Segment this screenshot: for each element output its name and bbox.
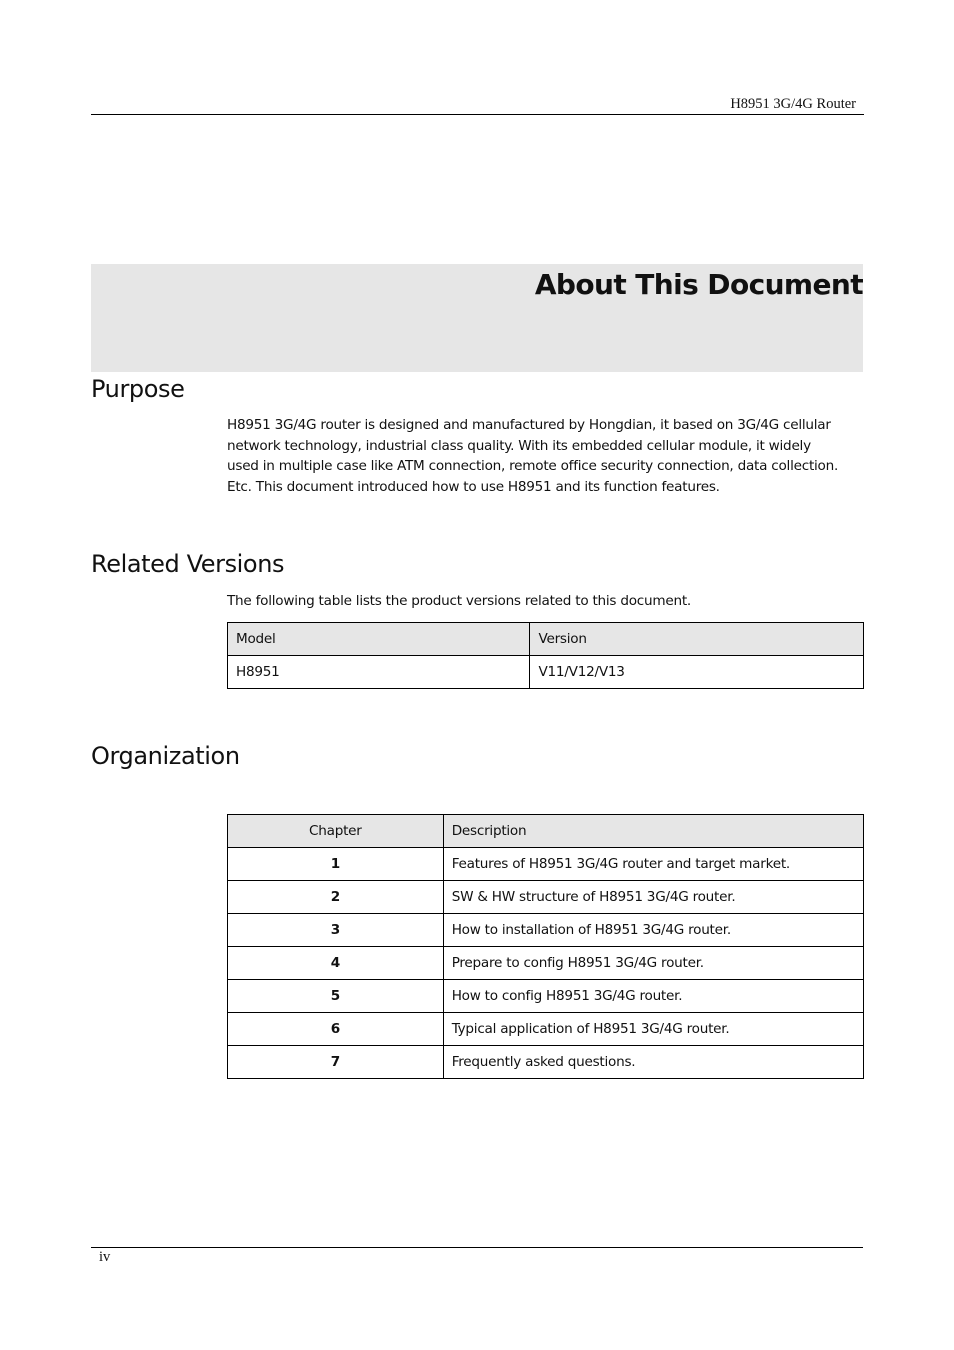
table-row: [228, 881, 864, 914]
chapter-number: 2: [228, 881, 444, 914]
column-header: Description: [443, 815, 863, 848]
purpose-line: H8951 3G/4G router is designed and manufactured by Hongdian, it based on 3G/4G cellular: [227, 417, 831, 433]
column-header: Model: [228, 623, 530, 656]
related-versions-intro: The following table lists the product versions related to this document.: [227, 593, 691, 609]
chapter-number: 4: [228, 947, 444, 980]
header-rule: [91, 114, 864, 115]
table-row: [228, 980, 864, 1013]
purpose-line: network technology, industrial class quality. With its embedded cellular module, it widely: [227, 437, 811, 454]
table-header-row: [228, 623, 864, 656]
table-cell: V11/V12/V13: [530, 656, 864, 689]
purpose-heading: Purpose: [91, 375, 185, 403]
column-header: Chapter: [228, 815, 444, 848]
table-row: [228, 1013, 864, 1046]
column-header: Version: [530, 623, 864, 656]
purpose-line: used in multiple case like ATM connection, remote office security connection, data collection.: [227, 458, 839, 475]
organization-heading: Organization: [91, 742, 240, 770]
title-band: [91, 264, 863, 372]
organization-table: [227, 814, 864, 1079]
chapter-description: Frequently asked questions.: [443, 1046, 863, 1079]
chapter-number: 7: [228, 1046, 444, 1079]
table-row: [228, 914, 864, 947]
chapter-description: SW & HW structure of H8951 3G/4G router.: [443, 881, 863, 914]
table-row: [228, 848, 864, 881]
document-title: About This Document: [534, 268, 863, 301]
chapter-number: 1: [228, 848, 444, 881]
chapter-description: Typical application of H8951 3G/4G router.: [443, 1013, 863, 1046]
purpose-line: Etc. This document introduced how to use H8951 and its function features.: [227, 479, 720, 496]
running-header: H8951 3G/4G Router: [730, 96, 856, 112]
table-row: [228, 656, 864, 689]
table-row: [228, 947, 864, 980]
purpose-paragraph: [227, 415, 838, 498]
chapter-number: 6: [228, 1013, 444, 1046]
chapter-number: 5: [228, 980, 444, 1013]
versions-table: [227, 622, 864, 689]
chapter-description: How to config H8951 3G/4G router.: [443, 980, 863, 1013]
table-header-row: [228, 815, 864, 848]
chapter-description: Features of H8951 3G/4G router and target market.: [443, 848, 863, 881]
chapter-description: Prepare to config H8951 3G/4G router.: [443, 947, 863, 980]
related-versions-heading: Related Versions: [91, 550, 285, 578]
table-cell: H8951: [228, 656, 530, 689]
chapter-description: How to installation of H8951 3G/4G router.: [443, 914, 863, 947]
table-row: [228, 1046, 864, 1079]
footer-rule: [91, 1247, 863, 1248]
page-number: iv: [99, 1249, 111, 1265]
chapter-number: 3: [228, 914, 444, 947]
